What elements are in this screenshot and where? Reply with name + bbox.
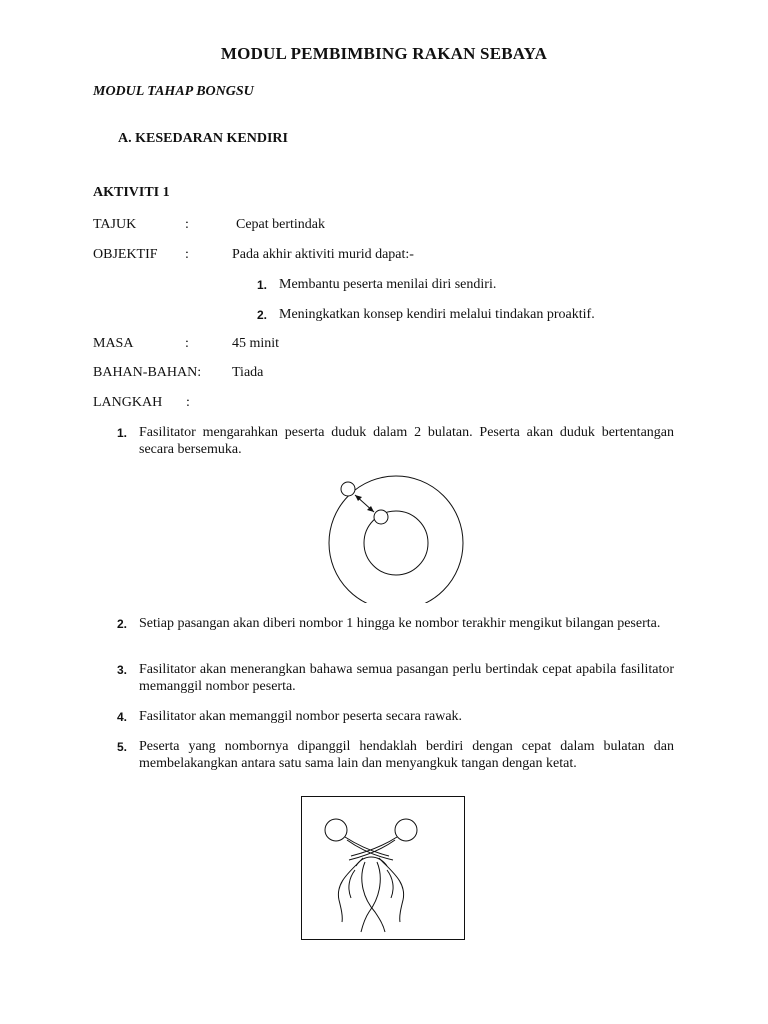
person-left-head xyxy=(325,819,347,841)
field-value: 45 minit xyxy=(232,336,280,351)
page-title: MODUL PEMBIMBING RAKAN SEBAYA xyxy=(220,44,548,63)
step-item xyxy=(117,661,674,697)
objective-number: 2. xyxy=(257,308,268,322)
objective-number: 1. xyxy=(257,278,268,292)
circle-seating-diagram xyxy=(325,473,475,603)
step-number: 3. xyxy=(117,663,128,677)
field-value: Cepat bertindak xyxy=(236,217,326,232)
field-colon: : xyxy=(185,336,189,351)
step-number: 2. xyxy=(117,617,128,631)
field-colon: : xyxy=(185,247,189,262)
linked-arms xyxy=(345,837,397,866)
inner-circle xyxy=(364,511,428,575)
field-label: TAJUK xyxy=(93,217,137,232)
step-text: Fasilitator akan menerangkan bahawa semua pasangan perlu bertindak cepat apabila fasilitator memanggil nombor peserta. xyxy=(139,662,674,694)
step-item xyxy=(117,424,674,460)
person-right-head xyxy=(395,819,417,841)
field-label: LANGKAH xyxy=(93,395,163,410)
objective-text: Membantu peserta menilai diri sendiri. xyxy=(279,277,497,292)
field-value: Pada akhir aktiviti murid dapat:- xyxy=(232,247,414,262)
step-number: 4. xyxy=(117,710,128,724)
step-text: Peserta yang nombornya dipanggil hendaklah berdiri dengan cepat dalam bulatan dan membelakangkan antara satu sama lain dan menyangkuk tangan dengan ketat. xyxy=(139,739,674,771)
field-label: BAHAN-BAHAN: xyxy=(93,365,202,380)
step-number: 5. xyxy=(117,740,128,754)
illustration-frame xyxy=(302,797,465,940)
module-subtitle: MODUL TAHAP BONGSU xyxy=(93,84,254,99)
step-text: Fasilitator akan memanggil nombor peserta secara rawak. xyxy=(139,709,463,724)
back-to-back-illustration xyxy=(301,796,465,940)
field-label: MASA xyxy=(93,336,134,351)
step-text: Setiap pasangan akan diberi nombor 1 hingga ke nombor terakhir mengikut bilangan peserta. xyxy=(139,616,661,631)
participant-inner xyxy=(374,510,388,524)
step-text: Fasilitator mengarahkan peserta duduk dalam 2 bulatan. Peserta akan duduk bertentangan secara bersemuka. xyxy=(139,425,674,457)
objective-text: Meningkatkan konsep kendiri melalui tindakan proaktif. xyxy=(279,307,595,322)
field-value: Tiada xyxy=(232,365,264,380)
field-colon: : xyxy=(186,395,190,410)
step-number: 1. xyxy=(117,426,128,440)
participant-outer xyxy=(341,482,355,496)
step-item xyxy=(117,708,674,726)
step-item xyxy=(117,738,674,774)
step-item xyxy=(117,615,674,651)
person-bodies xyxy=(338,858,403,932)
field-label: OBJEKTIF xyxy=(93,247,158,262)
section-heading: A. KESEDARAN KENDIRI xyxy=(118,131,288,146)
field-colon: : xyxy=(185,217,189,232)
activity-heading: AKTIVITI 1 xyxy=(93,185,170,200)
